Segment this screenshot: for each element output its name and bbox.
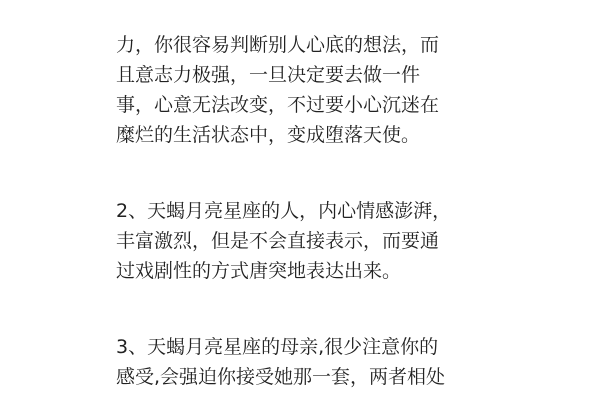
paragraph-spacer <box>116 150 516 196</box>
top-spacer <box>116 0 516 30</box>
paragraph-2 <box>116 196 516 286</box>
paragraph-line: 过戏剧性的方式唐突地表达出来。 <box>116 260 402 282</box>
article-body <box>116 0 516 392</box>
paragraph-line: 力，你很容易判断别人心底的想法，而 <box>116 34 440 56</box>
paragraph-spacer <box>116 286 516 332</box>
paragraph-line: 3、天蝎月亮星座的母亲,很少注意你的 <box>116 336 439 358</box>
paragraph-line: 事，心意无法改变，不过要小心沉迷在 <box>116 94 440 116</box>
paragraph-line: 且意志力极强，一旦决定要去做一件 <box>116 64 421 86</box>
paragraph-line: 感受,会强迫你接受她那一套，两者相处 <box>116 366 446 388</box>
paragraph-line: 糜烂的生活状态中，变成堕落天使。 <box>116 124 421 146</box>
paragraph-3 <box>116 332 516 392</box>
paragraph-line: 2、天蝎月亮星座的人，内心情感澎湃， <box>116 200 452 222</box>
paragraph-1 <box>116 30 516 150</box>
paragraph-line: 丰富激烈，但是不会直接表示，而要通 <box>116 230 440 252</box>
